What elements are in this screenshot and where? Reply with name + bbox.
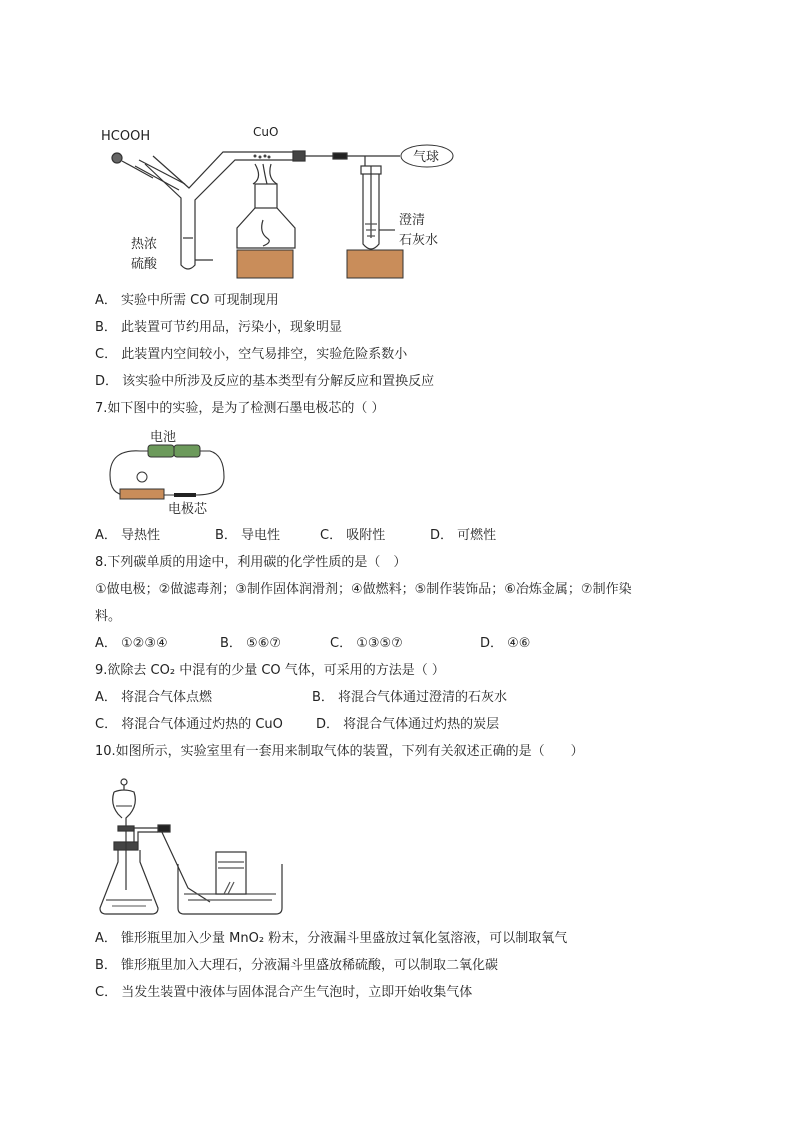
q7-stem: 7.如下图中的实验，是为了检测石墨电极芯的（ ） [95, 401, 385, 416]
q9-option-b: B． 将混合气体通过澄清的石灰水 [312, 690, 508, 705]
q9-option-a: A． 将混合气体点燃 [95, 690, 213, 705]
q8-items-line-2: 料。 [95, 609, 122, 624]
q8-option-c: C． ①③⑤⑦ [330, 636, 403, 651]
q10-option-a: A． 锥形瓶里加入少量 MnO₂ 粉末，分液漏斗里盛放过氧化氢溶液，可以制取氧气 [95, 931, 568, 946]
q7-option-c: C． 吸附性 [320, 528, 386, 543]
co-reduction-apparatus-figure [95, 120, 475, 282]
q9-option-c: C． 将混合气体通过灼热的 CuO [95, 717, 283, 732]
q8-stem: 8.下列碳单质的用途中，利用碳的化学性质的是（ ） [95, 555, 407, 570]
alcohol-lamp [237, 164, 295, 248]
label-lime-1: 澄清 [399, 213, 426, 228]
dropper [112, 153, 185, 190]
wood-block-left [237, 250, 293, 278]
q10-option-b: B． 锥形瓶里加入大理石，分液漏斗里盛放稀硫酸，可以制取二氧化碳 [95, 958, 499, 973]
q6-option-b: B． 此装置可节约用品，污染小，现象明显 [95, 320, 343, 335]
test-tube-lime-water [361, 166, 395, 249]
cuo-powder [254, 155, 271, 159]
label-electrode: 电极芯 [168, 502, 208, 517]
gas-generation-apparatus-figure [98, 770, 283, 920]
glass-tube-horizontal [293, 151, 400, 166]
circuit-figure [100, 425, 230, 517]
q8-option-a: A． ①②③④ [95, 636, 168, 651]
q8-items-line-1: ①做电极；②做滤毒剂；③制作固体润滑剂；④做燃料；⑤制作装饰品；⑥冶炼金属；⑦制作染 [95, 582, 632, 597]
q7-option-d: D． 可燃性 [430, 528, 497, 543]
label-acid-2: 硫酸 [131, 257, 158, 272]
q6-option-c: C． 此装置内空间较小，空气易排空，实验危险系数小 [95, 347, 408, 362]
q9-option-d: D． 将混合气体通过灼热的炭层 [316, 717, 500, 732]
label-balloon: 气球 [413, 150, 440, 165]
q9-stem: 9.欲除去 CO₂ 中混有的少量 CO 气体，可采用的方法是（ ） [95, 663, 445, 678]
label-lime-2: 石灰水 [399, 233, 439, 248]
label-hcooh: HCOOH [101, 129, 151, 144]
q10-stem: 10.如图所示，实验室里有一套用来制取气体的装置，下列有关叙述正确的是（ ） [95, 744, 584, 759]
q6-option-d: D． 该实验中所涉及反应的基本类型有分解反应和置换反应 [95, 374, 435, 389]
q10-option-c: C． 当发生装置中液体与固体混合产生气泡时，立即开始收集气体 [95, 985, 473, 1000]
wood-block-right [347, 250, 403, 278]
q6-option-a: A． 实验中所需 CO 可现制现用 [95, 293, 279, 308]
q7-option-a: A． 导热性 [95, 528, 161, 543]
q8-option-b: B． ⑤⑥⑦ [220, 636, 282, 651]
label-battery: 电池 [150, 430, 177, 445]
label-acid-1: 热浓 [131, 237, 158, 252]
label-cuo: CuO [253, 125, 279, 139]
q7-option-b: B． 导电性 [215, 528, 281, 543]
q8-option-d: D． ④⑥ [480, 636, 531, 651]
